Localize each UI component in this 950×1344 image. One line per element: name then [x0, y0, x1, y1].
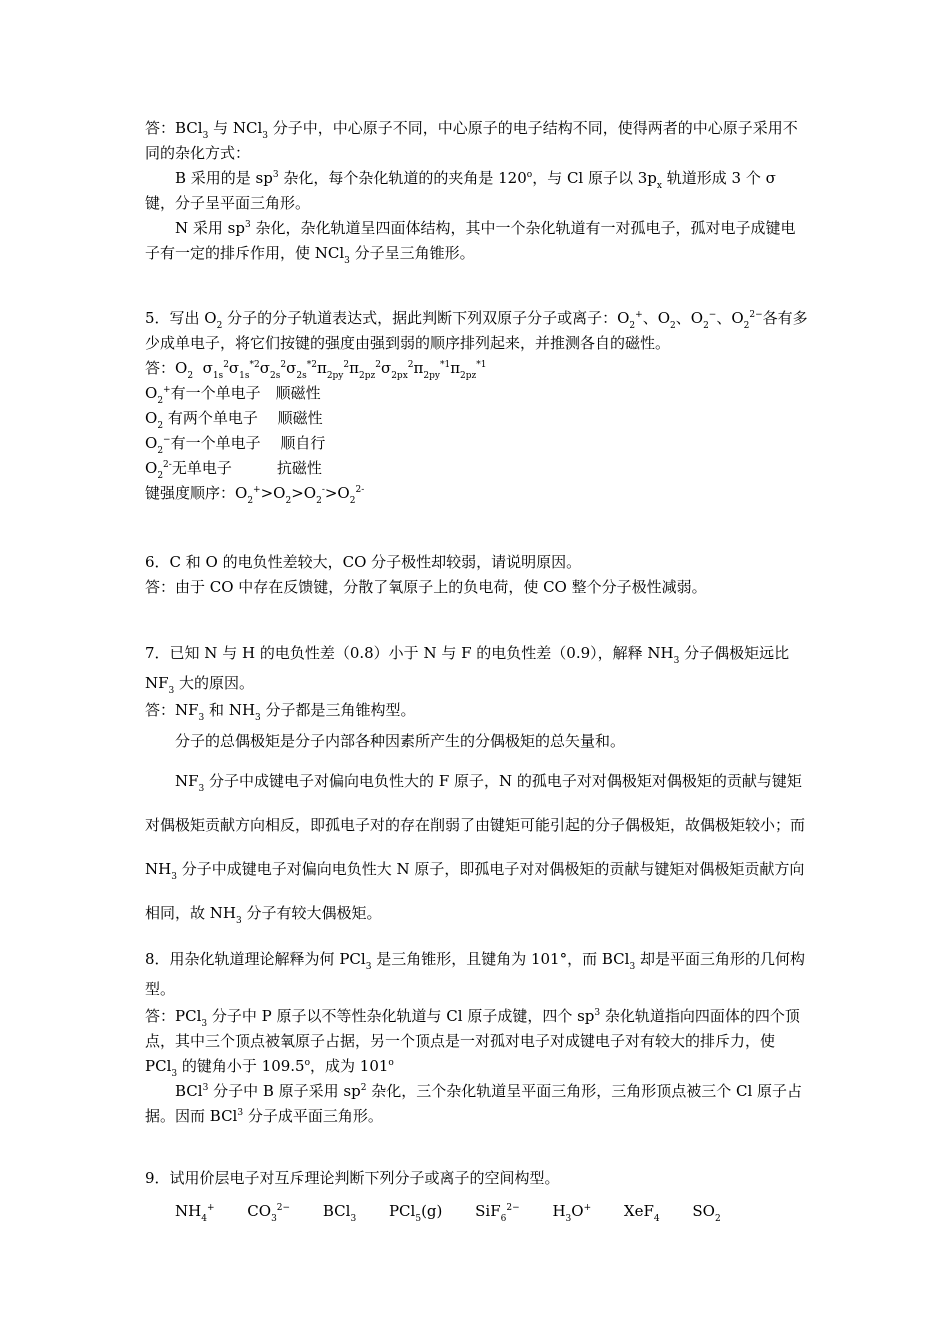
q7-question: 7．已知 N 与 H 的电负性差（0.8）小于 N 与 F 的电负性差（0.9），解释 $NH_3$ 分子偶极矩远比 $NF_3$ 大的原因。 — [145, 644, 790, 696]
q5-row-2: $O_2$ 有两个单电子 顺磁性 — [145, 409, 323, 431]
q5-row-4: $O_2^{2-}$无单电子 抗磁性 — [145, 459, 322, 481]
species-bcl3: BCl$_3$ — [322, 1202, 357, 1224]
q9-species-list — [145, 1199, 810, 1224]
species-h3o: $H_3O^+$ — [552, 1202, 592, 1224]
q7-answer-1: 答：$NF_3$ 和 $NH_3$ 分子都是三角锥构型。 — [145, 701, 416, 723]
species-xef4: XeF$_4$ — [623, 1202, 660, 1224]
q7 — [145, 638, 810, 935]
q4-answer-nitrogen: N 采用 $sp^3$ 杂化，杂化轨道呈四面体结构，其中一个杂化轨道有一对孤电子，孤对电子成键电子有一定的排斥作用，使 NCl$_3$ 分子呈三角锥形。 — [145, 219, 796, 266]
q8-answer-1: 答：PCl$_3$ 分子中 P 原子以不等性杂化轨道与 Cl 原子成键，四个 $sp^3$ 杂化轨道指向四面体的四个顶点，其中三个顶点被氧原子占据，另一个顶点是一对孤对电子对成键电子对有较大的排斥力，使 PCl$_3$ 的键角小于 109.5$^o$，成为 101$^o$ — [145, 1007, 800, 1079]
q9-question: 9．试用价层电子对互斥理论判断下列分子或离子的空间构型。 — [145, 1169, 560, 1187]
q6 — [145, 550, 810, 600]
q8 — [145, 944, 810, 1129]
species-nh4: $NH_4^+$ — [175, 1202, 215, 1224]
q7-answer-2: 分子的总偶极矩是分子内部各种因素所产生的分偶极矩的总矢量和。 — [175, 732, 626, 750]
q5 — [145, 306, 810, 506]
q4-answer-intro: 答：BCl$_3$ 与 NCl$_3$ 分子中，中心原子不同，中心原子的电子结构不同，使得两者的中心原子采用不同的杂化方式： — [145, 119, 798, 162]
q4-answer-boron: B 采用的是 $sp^3$ 杂化，每个杂化轨道的的夹角是 120$^o$，与 Cl 原子以 $3p_x$ 轨道形成 3 个 σ 键，分子呈平面三角形。 — [145, 169, 776, 212]
q9 — [145, 1166, 810, 1224]
q5-row-3: $O_2^-$有一个单电子 顺自行 — [145, 434, 326, 456]
species-pcl5: PCl$_5$(g) — [388, 1202, 443, 1224]
q7-answer-3: $NF_3$ 分子中成键电子对偏向电负性大的 F 原子，N 的孤电子对对偶极矩对偶极矩的贡献与键矩对偶极矩贡献方向相反，即孤电子对的存在削弱了由键矩可能引起的分子偶极矩，故偶极矩较小；而 $NH_3$ 分子中成键电子对偏向电负性大 N 原子，即孤电子对对偶极矩的贡献与键矩对偶极矩贡献方向相同，故 $NH_3$ 分子有较大偶极矩。 — [145, 772, 806, 926]
species-co3: $CO_3^{2-}$ — [247, 1202, 291, 1224]
q8-answer-2: BCl$^3$ 分子中 B 原子采用 $sp^2$ 杂化，三个杂化轨道呈平面三角形，三角形顶点被三个 Cl 原子占据。因而 BCl$^3$ 分子成平面三角形。 — [145, 1082, 803, 1125]
q8-question: 8．用杂化轨道理论解释为何 PCl$_3$ 是三角锥形，且键角为 101°，而 BCl$_3$ 却是平面三角形的几何构型。 — [145, 950, 805, 998]
q6-answer: 答：由于 CO 中存在反馈键，分散了氧原子上的负电荷，使 CO 整个分子极性减弱。 — [145, 578, 707, 596]
q4-answer — [145, 116, 810, 266]
q6-question: 6．C 和 O 的电负性差较大，CO 分子极性却较弱，请说明原因。 — [145, 553, 582, 571]
species-so2: $SO_2$ — [692, 1202, 721, 1224]
q5-row-1: $O_2^+$有一个单电子 顺磁性 — [145, 384, 321, 406]
q5-bond-order: 键强度顺序：$O_2^+>O_2>O_2^->O_2^{2-}$ — [145, 484, 365, 506]
species-sif6: SiF$_6^{2-}$ — [475, 1202, 520, 1224]
q5-question: 5．写出 $O_2$ 分子的分子轨道表达式，据此判断下列双原子分子或离子：$O_2^+$、$O_2$、$O_2^-$、$O_2^{2-}$各有多少成单电子，将它们按键的强度由强到弱的顺序排列起来，并推测各自的磁性。 — [145, 309, 808, 352]
q5-orbital-config: 答：$O_2$ $\sigma_{1s}^2\sigma_{1s}^{*2}\sigma_{2s}^2\sigma_{2s}^{*2}\pi_{2py}^2\pi_{2pz}^2\sigma_{2px}^2\pi_{2py}^{*1}\pi_{2pz}^{*1}$ — [145, 359, 487, 381]
